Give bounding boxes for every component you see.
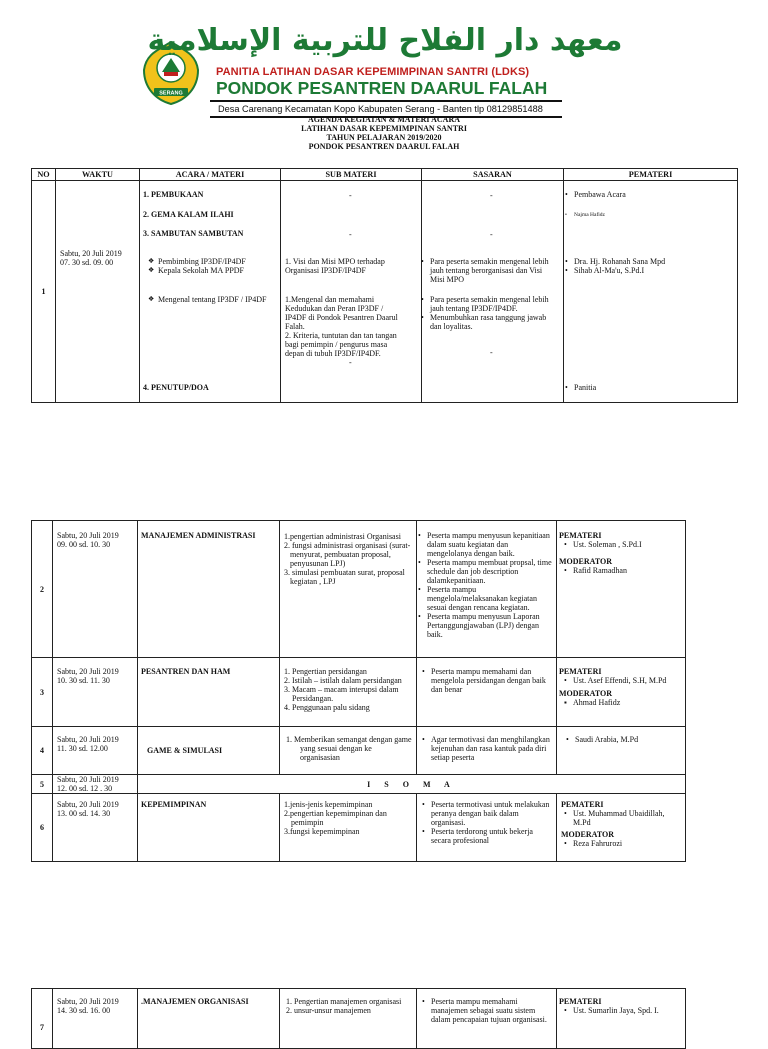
row-acara xyxy=(140,181,281,403)
row-acara: GAME & SIMULASI xyxy=(138,727,280,775)
agenda-table-3 xyxy=(31,988,686,1049)
arabic-school-name xyxy=(147,20,623,60)
sambutan-item: ❖ Kepala Sekolah MA PPDF xyxy=(148,266,246,275)
col-pemateri: PEMATERI xyxy=(564,169,738,181)
table-row xyxy=(32,989,686,1049)
acara-pembukaan: 1. PEMBUKAAN xyxy=(143,190,204,199)
title-line: AGENDA KEGIATAN & MATERI ACARA xyxy=(307,115,460,124)
row-waktu: Sabtu, 20 Juli 2019 10. 30 sd. 11. 30 xyxy=(53,658,138,727)
pemateri-item: • Panitia xyxy=(564,383,734,392)
row-sasaran: • Peserta mampu menyusun kepanitiaan dalam suatu kegiatan dan mengelolanya dengan baik. • Peserta mampu membuat propsal, time schedule dan job description dalamkepanitiaan. • Peserta mampu mengelola/melaksanakan kegiatan sesuai dengan rencana kegiatan. • Peserta mampu menyusun Laporan Pertanggungjawaban (LPJ) dengan baik. xyxy=(417,521,557,658)
row-pemateri xyxy=(564,181,738,403)
header-rule-top xyxy=(210,100,562,102)
acara-penutup: 4. PENUTUP/DOA xyxy=(143,383,209,392)
table-row xyxy=(32,794,686,862)
row-sub-materi: - - 1. Visi dan Misi MPO terhadap Organisasi IP3DF/IP4DF 1.Mengenal dan memahami Kedudukan dan Peran IP3DF / IP4DF di Pondok Pesantren Daarul Falah. 2. Kriteria, tuntutan dan tan tangan bagi pemimpin / pengurus masa depan di tubuh IP3DF/IP4DF. - xyxy=(281,181,422,403)
logo-caption: SERANG xyxy=(159,90,183,97)
table-row xyxy=(32,521,686,658)
row-acara: KEPEMIMPINAN xyxy=(138,794,280,862)
row-sasaran: • Peserta termotivasi untuk melakukan peranya dengan baik dalam organisasi. • Peserta terdorong untuk bekerja secara profesional xyxy=(417,794,557,862)
col-sasaran: SASARAN xyxy=(422,169,564,181)
sasaran-item: • Para peserta semakin mengenal lebih jauh tentang IP3DF/IP4DF. xyxy=(420,295,554,313)
row-no: 1 xyxy=(32,181,56,403)
arabic-name-text: معهد دار الفلاح للتربية الإسلامية xyxy=(147,23,623,58)
title-line: PONDOK PESANTREN DAARUL FALAH xyxy=(308,142,460,151)
row-waktu: Sabtu, 20 Juli 2019 14. 30 sd. 16. 00 xyxy=(53,989,138,1049)
agenda-title xyxy=(0,115,768,151)
agenda-table-2 xyxy=(31,520,686,862)
table-row xyxy=(32,775,686,794)
sasaran-item: • Menumbuhkan rasa tanggung jawab dan loyalitas. xyxy=(420,313,554,331)
row-sasaran: - - • Para peserta semakin mengenal lebih jauh tentang berorganisasi dan Visi Misi MPO • Para peserta semakin mengenal lebih jauh tentang IP3DF/IP4DF. • Menumbuhkan rasa tanggung jawab dan loyalitas. - xyxy=(422,181,564,403)
row-pemateri: PEMATERI • Ust. Sumarlin Jaya, Spd. I. xyxy=(557,989,686,1049)
col-no: NO xyxy=(32,169,56,181)
row-no: 5 xyxy=(32,775,53,794)
row-no: 2 xyxy=(32,521,53,658)
row-acara: MANAJEMEN ADMINISTRASI xyxy=(138,521,280,658)
school-name: PONDOK PESANTREN DAARUL FALAH xyxy=(216,78,548,98)
school-address: Desa Carenang Kecamatan Kopo Kabupaten Serang - Banten tlp 08129851488 xyxy=(218,104,543,114)
sambutan-item: ❖ Pembimbing IP3DF/IP4DF xyxy=(148,257,246,266)
row-sasaran: • Peserta mampu memahami dan mengelola persidangan dengan baik dan benar xyxy=(417,658,557,727)
acara-gema: 2. GEMA KALAM ILAHI xyxy=(143,210,234,219)
row-sasaran: • Agar termotivasi dan menghilangkan kejenuhan dan rasa kantuk pada diri setiap peserta xyxy=(417,727,557,775)
row-sasaran: • Peserta mampu memahami manajemen sebagai suatu sistem dalam pencapaian tujuan organisasi. xyxy=(417,989,557,1049)
col-waktu: WAKTU xyxy=(56,169,140,181)
row-no: 4 xyxy=(32,727,53,775)
row-waktu: Sabtu, 20 Juli 2019 13. 00 sd. 14. 30 xyxy=(53,794,138,862)
isoma-break: I S O M A xyxy=(138,775,686,794)
pemateri-item: • Najma Hafidz xyxy=(564,211,734,220)
row-no: 7 xyxy=(32,989,53,1049)
committee-name: PANITIA LATIHAN DASAR KEPEMIMPINAN SANTRI (LDKS) xyxy=(216,66,530,78)
pemateri-item: • Dra. Hj. Rohanah Sana Mpd xyxy=(564,257,734,266)
sasaran-item: • Para peserta semakin mengenal lebih jauh tentang berorganisasi dan Visi Misi MPO xyxy=(420,257,554,284)
row-sub-materi: 1.pengertian administrasi Organisasi 2. fungsi administrasi organisasi (surat-menyurat, pembuatan proposal, penyusunan LPJ) 3. simulasi pembuatan surat, proposal kegiatan , LPJ xyxy=(280,521,417,658)
title-line: TAHUN PELAJARAN 2019/2020 xyxy=(326,133,442,142)
row-waktu: Sabtu, 20 Juli 2019 11. 30 sd. 12.00 xyxy=(53,727,138,775)
row-sub-materi: 1. Pengertian persidangan 2. Istilah – istilah dalam persidangan 3. Macam – macam interupsi dalam Persidangan. 4. Penggunaan palu sidang xyxy=(280,658,417,727)
row-sub-materi: 1.jenis-jenis kepemimpinan 2.pengertian kepemimpinan dan pemimpin 3.fungsi kepemimpinan xyxy=(280,794,417,862)
letterhead xyxy=(130,14,623,114)
table-row xyxy=(32,658,686,727)
row-pemateri: • Saudi Arabia, M.Pd xyxy=(557,727,686,775)
sub-mengenal-2: 2. Kriteria, tuntutan dan tan tangan bagi pemimpin / pengurus masa depan di tubuh IP3DF/IP4DF. xyxy=(285,331,397,358)
row-sub-materi: 1. Memberikan semangat dengan game yang sesuai dengan ke organisasian xyxy=(280,727,417,775)
row-pemateri: PEMATERI • Ust. Muhammad Ubaidillah, M.Pd MODERATOR • Reza Fahrurozi xyxy=(557,794,686,862)
row-pemateri: PEMATERI • Ust. Asef Effendi, S.H, M.Pd MODERATOR ▪ Ahmad Hafidz xyxy=(557,658,686,727)
sub-mengenal-1: 1.Mengenal dan memahami Kedudukan dan Peran IP3DF / IP4DF di Pondok Pesantren Daarul Falah. xyxy=(285,295,398,331)
pemateri-item: • Pembawa Acara xyxy=(564,190,734,199)
row-pemateri: PEMATERI • Ust. Soleman , S.Pd.I MODERATOR • Rafid Ramadhan xyxy=(557,521,686,658)
row-no: 6 xyxy=(32,794,53,862)
agenda-table-1 xyxy=(31,168,738,403)
row-waktu: Sabtu, 20 Juli 2019 09. 00 sd. 10. 30 xyxy=(53,521,138,658)
col-sub-materi: SUB MATERI xyxy=(281,169,422,181)
pemateri-item: • Sihab Al-Ma'u, S.Pd.I xyxy=(564,266,734,275)
title-line: LATIHAN DASAR KEPEMIMPINAN SANTRI xyxy=(301,124,467,133)
row-acara: PESANTREN DAN HAM xyxy=(138,658,280,727)
row-waktu: Sabtu, 20 Juli 2019 12. 00 sd. 12 . 30 xyxy=(53,775,138,794)
table-row xyxy=(32,181,738,403)
acara-sambutan: 3. SAMBUTAN SAMBUTAN xyxy=(143,229,244,238)
sub-visi: 1. Visi dan Misi MPO terhadap Organisasi IP3DF/IP4DF xyxy=(285,257,385,275)
row-waktu: Sabtu, 20 Juli 2019 07. 30 sd. 09. 00 xyxy=(56,181,140,403)
col-acara: ACARA / MATERI xyxy=(140,169,281,181)
table-row xyxy=(32,727,686,775)
row-no: 3 xyxy=(32,658,53,727)
row-sub-materi: 1. Pengertian manajemen organisasi 2. unsur-unsur manajemen xyxy=(280,989,417,1049)
acara-mengenal: ❖ Mengenal tentang IP3DF / IP4DF xyxy=(148,295,266,304)
table-header-row xyxy=(32,169,738,181)
row-acara: .MANAJEMEN ORGANISASI xyxy=(138,989,280,1049)
